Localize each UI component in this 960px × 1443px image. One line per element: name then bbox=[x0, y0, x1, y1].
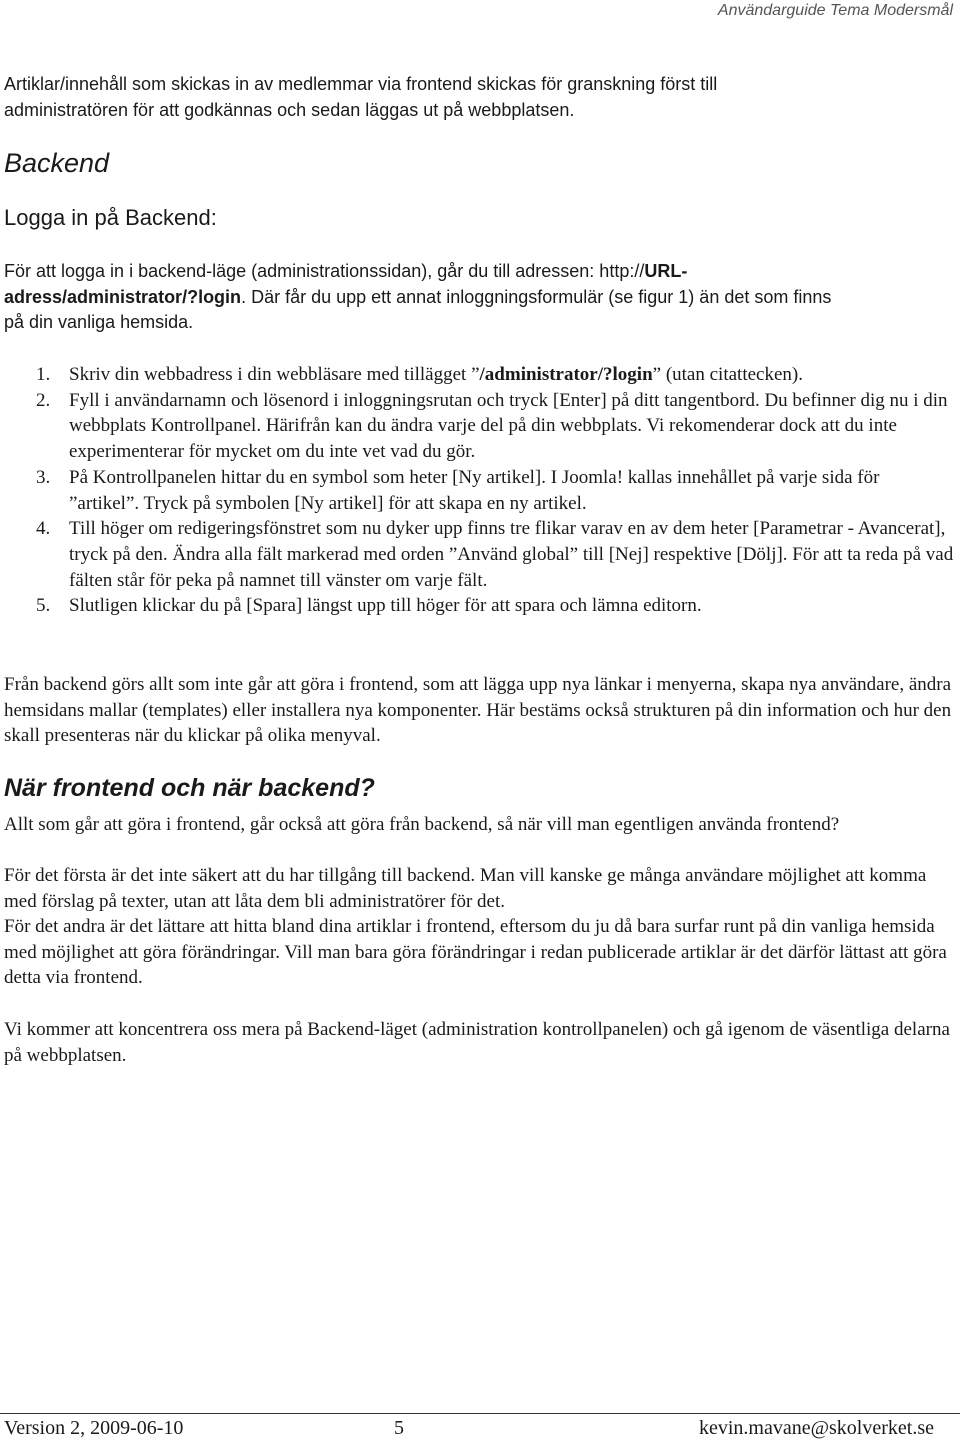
step-number: 5. bbox=[36, 595, 51, 617]
step-text-pre: Skriv din webbadress i din webbläsare med tillägget ” bbox=[69, 364, 480, 385]
backend-heading: Backend bbox=[4, 148, 110, 178]
login-para-line-2: . Där får du upp ett annat inloggningsformulär (se figur 1) än det som finns bbox=[241, 286, 832, 307]
intro-line-1: Artiklar/innehåll som skickas in av medlemmar via frontend skickas för granskning först till bbox=[4, 74, 718, 94]
intro-line-2: administratören för att godkännas och sedan läggas ut på webbplatsen. bbox=[4, 99, 575, 120]
intro-paragraph bbox=[4, 72, 954, 123]
footer-email: kevin.mavane@skolverket.se bbox=[698, 1417, 934, 1439]
step-text-bold: /administrator/?login bbox=[479, 364, 653, 385]
login-para-line-3: på din vanliga hemsida. bbox=[4, 312, 194, 332]
when-paragraph-2: För det första är det inte säkert att du har tillgång till backend. Man vill kanske ge många användare möjlighet att komma med förslag på texter, utan att låta dem bli administratörer för det. bbox=[4, 865, 927, 912]
login-steps-list bbox=[4, 362, 954, 619]
footer-version: Version 2, 2009-06-10 bbox=[4, 1417, 184, 1439]
step-text: Till höger om redigeringsfönstret som nu dyker upp finns tre flikar varav en av dem heter [Parametrar - Avancerat], tryck på den. Ändra alla fält markerad med orden ”Använd global” till [Nej] respektive [Dölj]. För att ta reda på vad fälten står för peka på namnet till vänster om varje fält. bbox=[69, 518, 954, 591]
login-url-part-2: adress/administrator/?login bbox=[4, 286, 242, 307]
step-number: 4. bbox=[36, 518, 51, 540]
when-heading: När frontend och när backend? bbox=[4, 774, 375, 802]
page-footer bbox=[0, 1413, 960, 1443]
step-text: På Kontrollpanelen hittar du en symbol som heter [Ny artikel]. I Joomla! kallas innehållet på varje sida för ”artikel”. Tryck på symbolen [Ny artikel] för att skapa en ny artikel. bbox=[69, 466, 880, 514]
when-paragraph-4: Vi kommer att koncentrera oss mera på Backend-läget (administration kontrollpanelen) och gå igenom de väsentliga delarna på webbplatsen. bbox=[4, 1019, 950, 1066]
footer-page-number: 5 bbox=[394, 1417, 404, 1439]
login-url-part-1: URL- bbox=[644, 261, 688, 281]
step-number: 1. bbox=[36, 364, 51, 385]
running-header: Användarguide Tema Modersmål bbox=[717, 2, 953, 19]
step-number: 3. bbox=[36, 466, 51, 488]
step-text-post: ” (utan citattecken). bbox=[652, 364, 803, 385]
login-para-line-1: För att logga in i backend-läge (administrationssidan), går du till adressen: http:// bbox=[4, 261, 645, 281]
step-item bbox=[4, 593, 954, 619]
step-number: 2. bbox=[36, 389, 51, 411]
step-item bbox=[4, 362, 954, 388]
when-paragraph-3: För det andra är det lättare att hitta bland dina artiklar i frontend, eftersom du ju då bara surfar runt på din vanliga hemsida med möjlighet att göra förändringar. Vill man bara göra förändringar i redan publicerade artiklar är det därför lättast att göra detta via frontend. bbox=[4, 916, 947, 988]
login-paragraph bbox=[4, 259, 954, 336]
login-subheading: Logga in på Backend: bbox=[4, 205, 217, 230]
step-item bbox=[4, 388, 954, 465]
backend-summary-paragraph: Från backend görs allt som inte går att göra i frontend, som att lägga upp nya länkar i menyerna, skapa nya användare, ändra hemsidans mallar (templates) eller installera nya komponenter. Här bestäms också strukturen på din information och hur den skall presenteras när du klickar på olika menyval. bbox=[4, 674, 952, 746]
when-paragraph-1: Allt som går att göra i frontend, går också att göra från backend, så när vill man egentligen använda frontend? bbox=[4, 814, 840, 835]
step-item bbox=[4, 465, 954, 516]
step-text: Fyll i användarnamn och lösenord i inloggningsrutan och tryck [Enter] på ditt tangentbord. Du befinner dig nu i din webbplats Kontrollpanel. Härifrån kan du ändra varje del på din webbplats. Vi rekomenderar dock att du inte experimenterar för mycket om du inte vet vad du gör. bbox=[69, 389, 948, 463]
step-item bbox=[4, 516, 954, 593]
step-text: Slutligen klickar du på [Spara] längst upp till höger för att spara och lämna editorn. bbox=[69, 595, 702, 617]
